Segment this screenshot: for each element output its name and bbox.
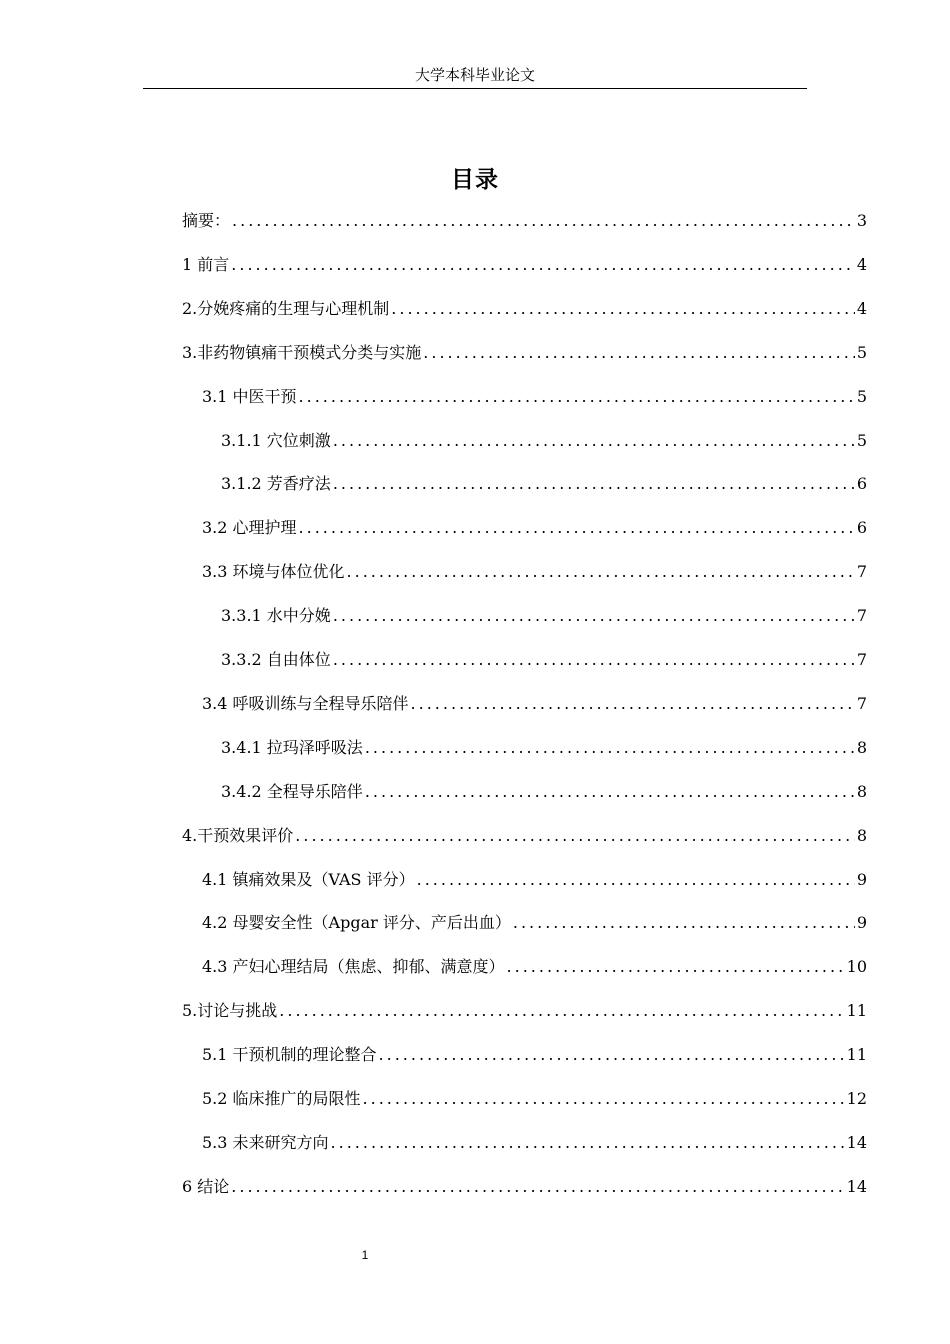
toc-entry[interactable] bbox=[202, 1131, 867, 1155]
toc-title: 目录 bbox=[451, 167, 499, 193]
toc-entry-page: 7 bbox=[856, 694, 867, 713]
toc-entry[interactable] bbox=[221, 429, 867, 453]
toc-entry-page: 12 bbox=[846, 1089, 867, 1108]
toc-entry-title: 3.3 环境与体位优化 bbox=[202, 562, 345, 581]
toc-entry-page: 5 bbox=[856, 387, 867, 406]
toc-entry[interactable] bbox=[202, 560, 867, 584]
toc-entry-title: 3.4.1 拉玛泽呼吸法 bbox=[221, 738, 363, 757]
toc-leader-dots bbox=[363, 1087, 845, 1111]
toc-entry-page: 8 bbox=[856, 782, 867, 801]
toc-entry[interactable] bbox=[221, 472, 867, 496]
toc-entry-title: 4.1 镇痛效果及（VAS 评分） bbox=[202, 870, 415, 889]
toc-entry-page: 8 bbox=[856, 826, 867, 845]
toc-entry-page: 11 bbox=[846, 1001, 867, 1020]
toc-entry-page: 4 bbox=[856, 255, 867, 274]
toc-entry[interactable] bbox=[202, 911, 867, 935]
toc-entry-page: 8 bbox=[856, 738, 867, 757]
toc-entry[interactable] bbox=[182, 297, 867, 321]
page-header bbox=[143, 62, 807, 89]
toc-entry-page: 5 bbox=[856, 343, 867, 362]
toc-entry-title: 4.2 母婴安全性（Apgar 评分、产后出血） bbox=[202, 913, 511, 932]
toc-entry-title: 5.3 未来研究方向 bbox=[202, 1133, 329, 1152]
toc-leader-dots bbox=[347, 560, 855, 584]
toc-leader-dots bbox=[231, 253, 855, 277]
toc-entry-title: 1 前言 bbox=[182, 255, 230, 274]
toc-leader-dots bbox=[333, 429, 855, 453]
toc-entry-title: 5.1 干预机制的理论整合 bbox=[202, 1045, 377, 1064]
header-title: 大学本科毕业论文 bbox=[414, 66, 535, 84]
toc-entry-page: 9 bbox=[856, 913, 867, 932]
toc-entry[interactable] bbox=[202, 868, 867, 892]
toc-entry[interactable] bbox=[202, 516, 867, 540]
toc-entry-title: 3.3.2 自由体位 bbox=[221, 650, 331, 669]
toc-entry[interactable] bbox=[221, 648, 867, 672]
page-number: 1 bbox=[361, 1248, 369, 1262]
toc-entry[interactable] bbox=[202, 692, 867, 716]
toc-entry-page: 6 bbox=[856, 474, 867, 493]
toc-entry-title: 3.2 心理护理 bbox=[202, 518, 297, 537]
toc-leader-dots bbox=[417, 868, 855, 892]
toc-entry-title: 4.干预效果评价 bbox=[182, 826, 294, 845]
toc-leader-dots bbox=[295, 824, 855, 848]
toc-entry-page: 5 bbox=[856, 431, 867, 450]
toc-leader-dots bbox=[513, 911, 855, 935]
toc-entry-page: 14 bbox=[846, 1177, 867, 1196]
toc-leader-dots bbox=[423, 341, 855, 365]
toc-entry[interactable] bbox=[221, 604, 867, 628]
toc-entry-page: 4 bbox=[856, 299, 867, 318]
toc-entry-title: 5.讨论与挑战 bbox=[182, 1001, 278, 1020]
toc-entry-title: 6 结论 bbox=[182, 1177, 230, 1196]
toc-entry-title: 摘要： bbox=[182, 211, 231, 230]
toc-entry[interactable] bbox=[221, 736, 867, 760]
toc-leader-dots bbox=[379, 1043, 845, 1067]
toc-leader-dots bbox=[299, 516, 855, 540]
toc-entry-page: 7 bbox=[856, 650, 867, 669]
toc-entry-title: 3.4 呼吸训练与全程导乐陪伴 bbox=[202, 694, 409, 713]
toc-entry[interactable] bbox=[182, 209, 867, 233]
toc-leader-dots bbox=[333, 472, 855, 496]
toc-entry[interactable] bbox=[182, 253, 867, 277]
toc-entry[interactable] bbox=[202, 1043, 867, 1067]
toc-entry[interactable] bbox=[182, 824, 867, 848]
toc-entry[interactable] bbox=[202, 955, 867, 979]
toc-entry-title: 3.4.2 全程导乐陪伴 bbox=[221, 782, 363, 801]
toc-entry-page: 7 bbox=[856, 606, 867, 625]
toc-leader-dots bbox=[331, 1131, 845, 1155]
toc-entry-title: 3.非药物镇痛干预模式分类与实施 bbox=[182, 343, 422, 362]
toc-leader-dots bbox=[279, 999, 844, 1023]
toc-entry-title: 3.1 中医干预 bbox=[202, 387, 297, 406]
toc-entry-title: 5.2 临床推广的局限性 bbox=[202, 1089, 361, 1108]
toc-entry-page: 10 bbox=[846, 957, 867, 976]
toc-entry[interactable] bbox=[202, 385, 867, 409]
toc-leader-dots bbox=[411, 692, 855, 716]
toc-leader-dots bbox=[333, 648, 855, 672]
toc-entry-page: 9 bbox=[856, 870, 867, 889]
toc-leader-dots bbox=[365, 780, 855, 804]
toc-entry[interactable] bbox=[182, 1175, 867, 1199]
toc-entry[interactable] bbox=[221, 780, 867, 804]
toc-leader-dots bbox=[232, 209, 855, 233]
toc-entry-title: 3.3.1 水中分娩 bbox=[221, 606, 331, 625]
toc-entry-title: 2.分娩疼痛的生理与心理机制 bbox=[182, 299, 390, 318]
toc-leader-dots bbox=[299, 385, 855, 409]
toc-entry-page: 7 bbox=[856, 562, 867, 581]
toc-entry[interactable] bbox=[202, 1087, 867, 1111]
toc-entry[interactable] bbox=[182, 341, 867, 365]
toc-entry-title: 3.1.2 芳香疗法 bbox=[221, 474, 331, 493]
toc-leader-dots bbox=[507, 955, 845, 979]
toc-leader-dots bbox=[365, 736, 855, 760]
toc-entry-page: 3 bbox=[856, 211, 867, 230]
toc-entry-page: 14 bbox=[846, 1133, 867, 1152]
toc-entry-page: 11 bbox=[846, 1045, 867, 1064]
toc-entry-title: 4.3 产妇心理结局（焦虑、抑郁、满意度） bbox=[202, 957, 505, 976]
toc-entry-title: 3.1.1 穴位刺激 bbox=[221, 431, 331, 450]
toc-entry-page: 6 bbox=[856, 518, 867, 537]
toc-entry[interactable] bbox=[182, 999, 867, 1023]
toc-leader-dots bbox=[231, 1175, 844, 1199]
toc-leader-dots bbox=[333, 604, 855, 628]
toc-leader-dots bbox=[391, 297, 855, 321]
